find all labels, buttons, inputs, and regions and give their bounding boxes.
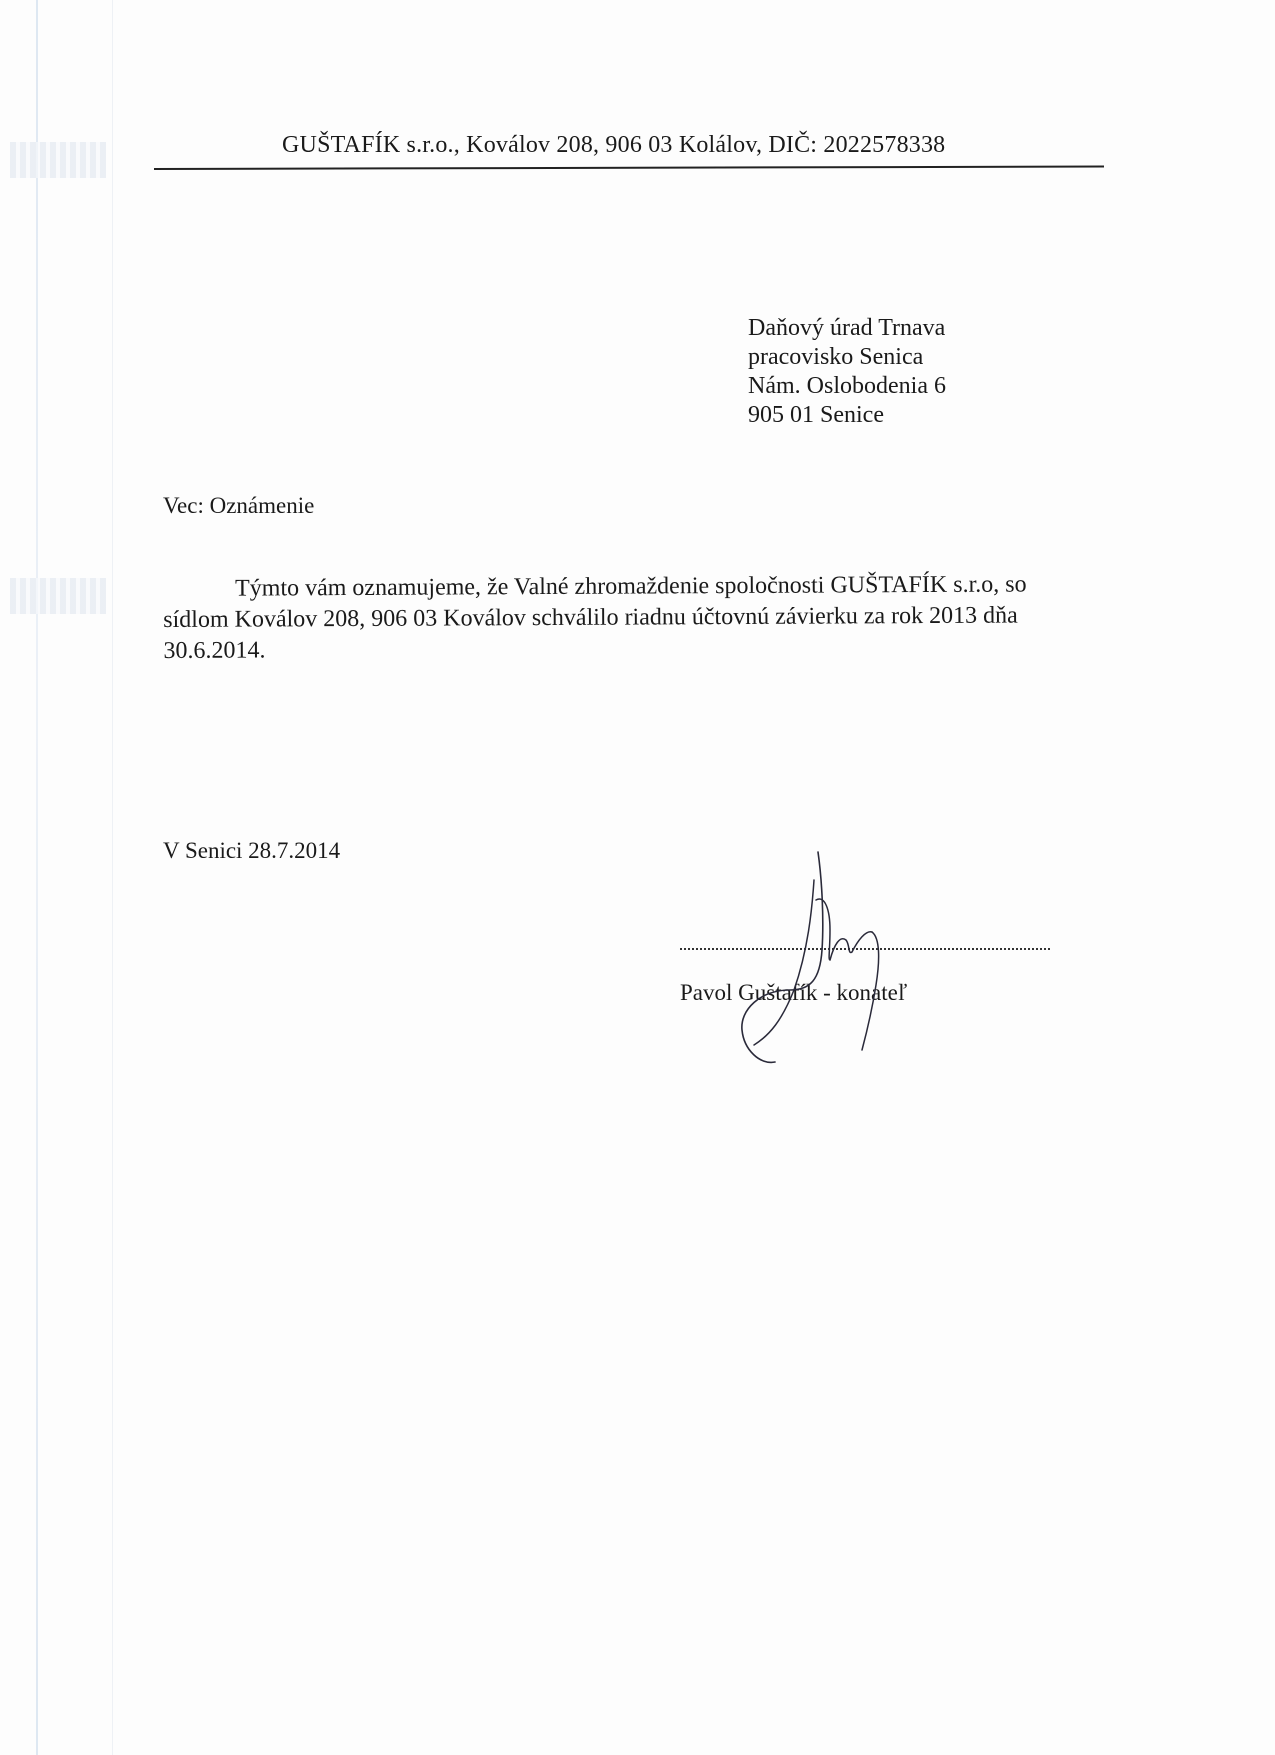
scan-artifact [10,142,106,178]
recipient-line: pracovisko Senica [748,344,924,370]
scan-edge [36,0,38,1755]
scan-artifact [10,578,106,614]
scan-edge-faint [112,0,113,1755]
handwritten-signature [730,840,910,1070]
body-paragraph: Týmto vám oznamujeme, že Valné zhromaždenie spoločnosti GUŠTAFÍK s.r.o, so sídlom Koválov 208, 906 03 Koválov schválilo riadnu účtovnú závierku za rok 2013 dňa 30.6.2014. [163,571,1027,664]
recipient-line: 905 01 Senice [748,402,884,428]
letterhead-rule [154,166,1104,170]
place-date: V Senici 28.7.2014 [163,838,341,863]
subject-line: Vec: Oznámenie [163,493,315,518]
recipient-address [748,314,946,430]
recipient-line: Daňový úrad Trnava [748,315,946,341]
recipient-line: Nám. Oslobodenia 6 [748,373,946,399]
signer-name: Pavol Guštafík - konateľ [680,980,908,1005]
letterhead: GUŠTAFÍK s.r.o., Koválov 208, 906 03 Kolálov, DIČ: 2022578338 [282,132,946,158]
